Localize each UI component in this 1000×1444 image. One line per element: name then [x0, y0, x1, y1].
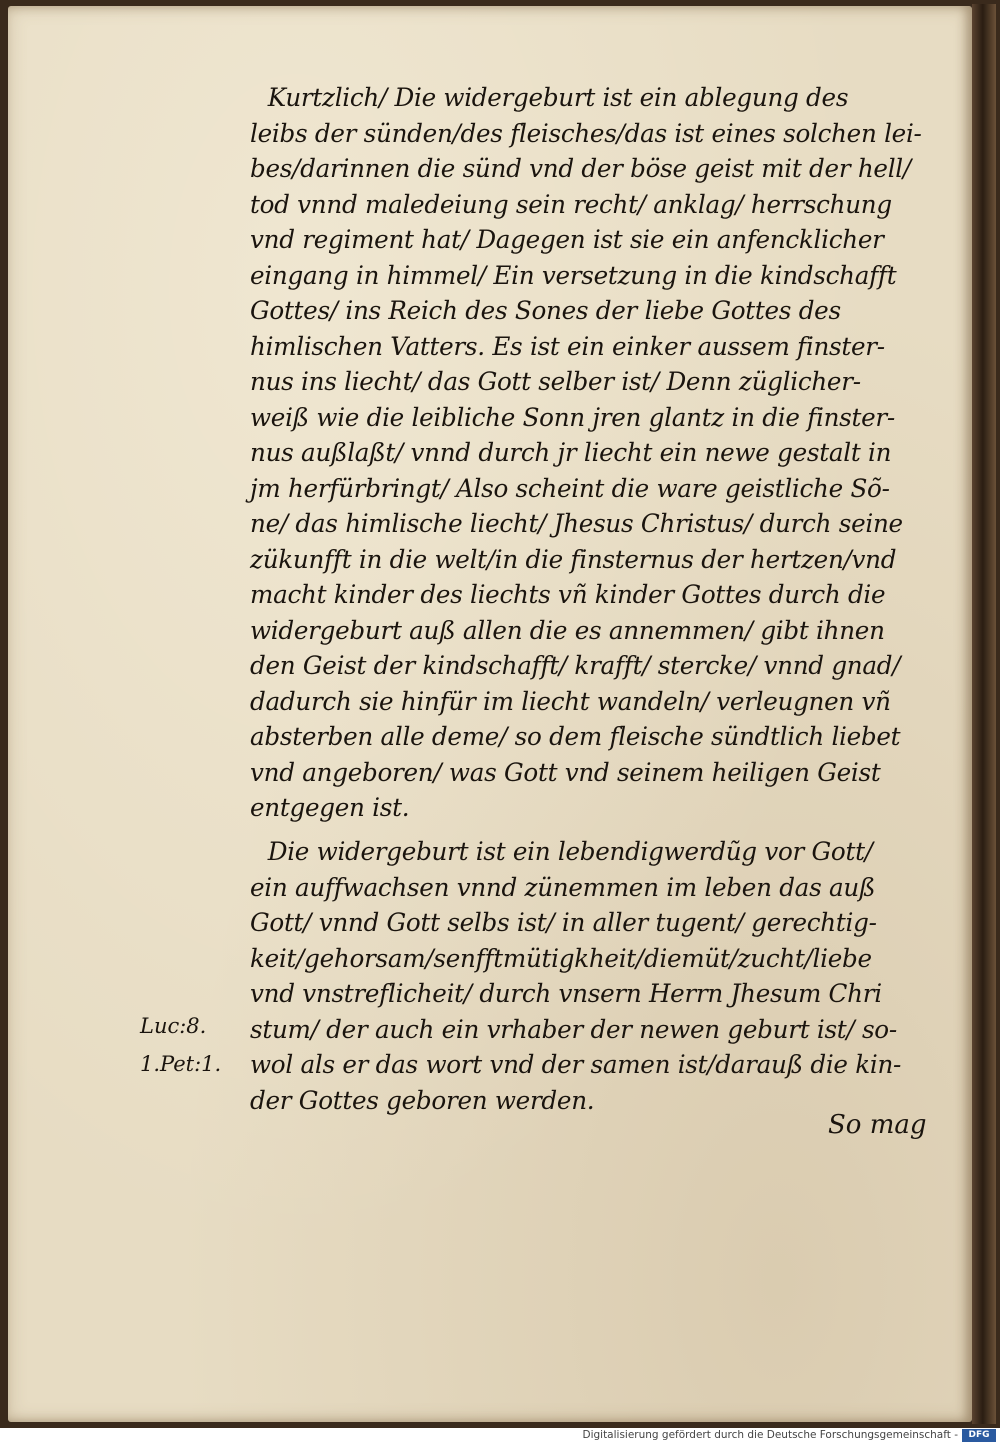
text-line: Gott/ vnnd Gott selbs ist/ in aller tugent/ gerechtig- [250, 908, 877, 937]
funding-notice: Digitalisierung gefördert durch die Deutsche Forschungsgemeinschaft - [582, 1429, 958, 1441]
text-line: macht kinder des liechts vñ kinder Gottes durch die [250, 580, 886, 609]
text-line: stum/ der auch ein vrhaber der newen geburt ist/ so- [250, 1014, 897, 1044]
paragraph-1 [250, 80, 950, 826]
text-line: Gottes/ ins Reich des Sones der liebe Gottes des [250, 296, 841, 325]
text-line: absterben alle deme/ so dem fleische sündtlich liebet [250, 722, 901, 751]
text-line: dadurch sie hinfür im liecht wandeln/ verleugnen vñ [250, 686, 891, 716]
text-line: ein auffwachsen vnnd zünemmen im leben das auß [250, 872, 876, 902]
text-line: tod vnnd maledeiung sein recht/ anklag/ herrschung [250, 189, 892, 219]
text-line: Die widergeburt ist ein lebendigwerdũg vor Gott/ [267, 837, 873, 866]
text-line: weiß wie die leibliche Sonn jren glantz in die finster- [250, 402, 895, 432]
text-line: ne/ das himlische liecht/ Jhesus Christus/ durch seine [250, 509, 903, 538]
text-line: Kurtzlich/ Die widergeburt ist ein ablegung des [267, 83, 849, 112]
text-line: wol als er das wort vnd der samen ist/darauß die kin- [250, 1050, 902, 1079]
page-gutter [972, 4, 996, 1424]
margin-note-peter: 1.Pet:1. [140, 1052, 222, 1076]
text-line: eingang in himmel/ Ein versetzung in die kindschafft [250, 260, 897, 290]
text-line: bes/darinnen die sünd vnd der böse geist mit der hell/ [250, 154, 911, 183]
text-line: keit/gehorsam/senfftmütigkheit/diemüt/zucht/liebe [250, 943, 872, 973]
catchword: So mag [828, 1110, 927, 1140]
text-line: vnd vnstreflicheit/ durch vnsern Herrn Jhesum Chri [250, 979, 882, 1008]
paragraph-2 [250, 834, 950, 1118]
text-line: vnd angeboren/ was Gott vnd seinem heiligen Geist [250, 757, 881, 787]
margin-note-luke: Luc:8. [140, 1014, 207, 1038]
text-line: himlischen Vatters. Es ist ein einker aussem finster- [250, 331, 885, 361]
text-line: entgegen ist. [250, 793, 410, 822]
text-line: nus ins liecht/ das Gott selber ist/ Denn züglicher- [250, 367, 861, 396]
text-line: nus außlaßt/ vnnd durch jr liecht ein newe gestalt in [250, 438, 892, 467]
text-line: der Gottes geboren werden. [250, 1085, 595, 1115]
text-line: den Geist der kindschafft/ krafft/ stercke/ vnnd gnad/ [250, 651, 901, 680]
text-line: jm herfürbringt/ Also scheint die ware geistliche Sõ- [250, 473, 890, 503]
dfg-logo-icon: DFG [962, 1429, 996, 1442]
text-line: widergeburt auß allen die es annemmen/ gibt ihnen [250, 615, 885, 645]
text-line: zükunfft in die welt/in die finsternus der hertzen/vnd [250, 544, 897, 574]
text-line: leibs der sünden/des fleisches/das ist eines solchen lei- [250, 118, 922, 148]
text-line: vnd regiment hat/ Dagegen ist sie ein anfencklicher [250, 225, 884, 254]
